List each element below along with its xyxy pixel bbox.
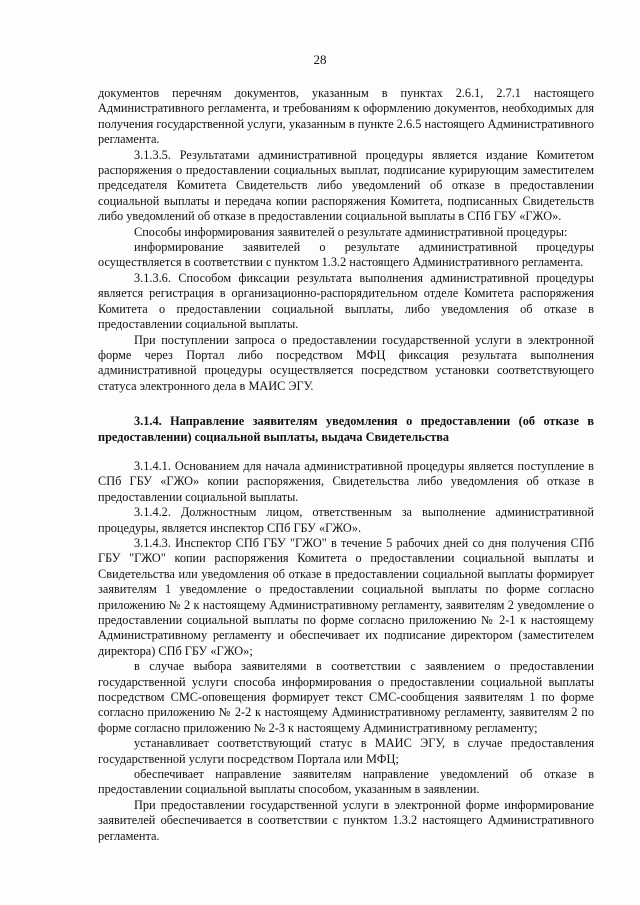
paragraph: устанавливает соответствующий статус в МАИС ЭГУ, в случае предоставления государственной услуги посредством Портала или МФЦ; [98,736,594,766]
paragraph-3-1-4-1: 3.1.4.1. Основанием для начала административной процедуры является поступление в СПб ГБУ «ГЖО» копии распоряжения, Свидетельства либо уведомления об отказе в предоставлении социальной выплаты. [98,458,594,504]
paragraph-3-1-3-5: 3.1.3.5. Результатами административной процедуры является издание Комитетом распоряжения о предоставлении социальных выплат, подписание курирующим заместителем председателя Комитета Свидетельств либо уведомлений об отказе в предоставлении социальной выплаты и передача копии распоряжения Комитета, подписанных Свидетельств либо уведомлений об отказе в предоставлении социальной выплаты в СПб ГБУ «ГЖО». [98,147,594,224]
paragraph: в случае выбора заявителями в соответствии с заявлением о предоставлении государственной услуги способа информирования о предоставлении социальной выплаты посредством СМС-оповещения формирует текст СМС-сообщения заявителям 1 по форме согласно приложению № 2-2 к настоящему Административному регламенту, заявителям 2 по форме согласно приложению № 2-3 к настоящему Административному регламенту; [98,659,594,735]
paragraph-3-1-4-3: 3.1.4.3. Инспектор СПб ГБУ "ГЖО" в течение 5 рабочих дней со дня получения СПб ГБУ "ГЖО" копии распоряжения Комитета о предоставлении социальной выплаты и Свидетельства или уведомления об отказе в предоставлении социальной выплаты формирует заявителям 1 уведомление о предоставлении социальной выплаты по форме согласно приложению № 2 к настоящему Административному регламенту, заявителям 2 уведомление о предоставлении социальной выплаты по форме согласно приложению № 2-1 к настоящему Административному регламенту и обеспечивает их подписание директором (заместителем директора) СПб ГБУ «ГЖО»; [98,535,594,658]
spacer [98,445,594,459]
paragraph: При предоставлении государственной услуги в электронной форме информирование заявителей обеспечивается в соответствии с пунктом 1.3.2 настоящего Административного регламента. [98,797,594,843]
paragraph: Способы информирования заявителей о результате административной процедуры: [134,224,568,239]
paragraph-3-1-4-2: 3.1.4.2. Должностным лицом, ответственным за выполнение административной процедуры, является инспектор СПб ГБУ «ГЖО». [98,505,594,535]
paragraph: При поступлении запроса о предоставлении государственной услуги в электронной форме через Портал либо посредством МФЦ фиксация результата выполнения административной процедуры осуществляется посредством установки соответствующего статуса электронного дела в МАИС ЭГУ. [98,332,594,393]
section-heading-3-1-4: 3.1.4. Направление заявителям уведомления о предоставлении (об отказе в предоставлении) социальной выплаты, выдача Свидетельства [98,414,594,444]
paragraph-3-1-3-6: 3.1.3.6. Способом фиксации результата выполнения административной процедуры является регистрация в организационно-распорядительном отделе Комитета распоряжения Комитета о предоставлении социальной выплаты, либо уведомления об отказе в предоставлении социальной выплаты. [98,270,594,332]
document-body [98,86,594,844]
paragraph: обеспечивает направление заявителям направление уведомлений об отказе в предоставлении социальной выплаты способом, указанным в заявлении. [98,767,594,797]
paragraph: документов перечням документов, указанным в пунктах 2.6.1, 2.7.1 настоящего Административного регламента, и требованиям к оформлению документов, необходимых для получения государственной услуги, указанным в пункте 2.6.5 настоящего Административного регламента. [98,86,594,147]
paragraph: информирование заявителей о результате административной процедуры осуществляется в соответствии с пунктом 1.3.2 настоящего Административного регламента. [98,240,594,270]
page-number: 28 [313,52,327,67]
spacer [98,394,594,414]
